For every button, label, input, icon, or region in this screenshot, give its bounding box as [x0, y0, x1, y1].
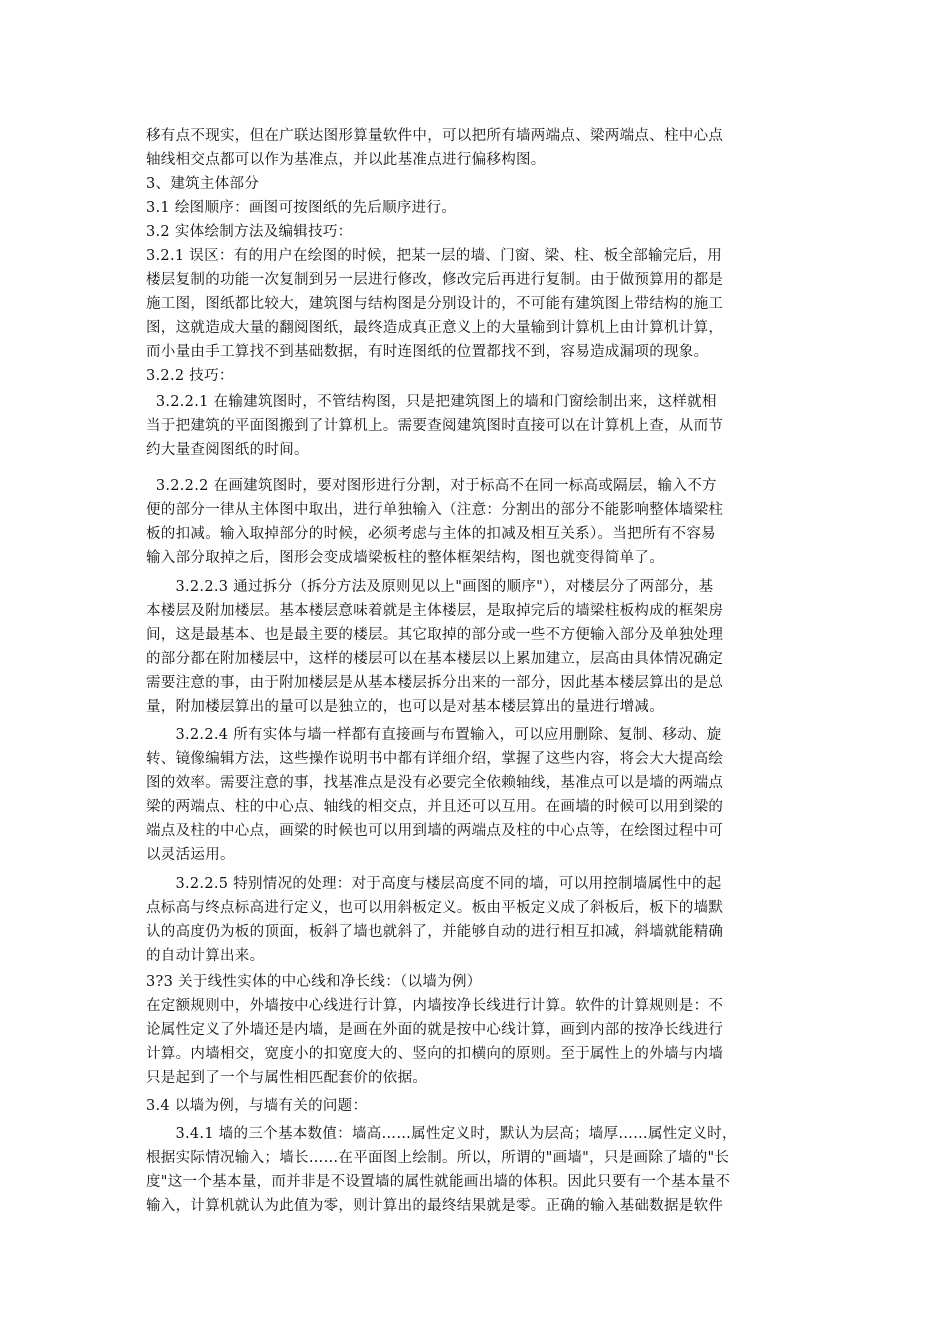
text-line: 3.2.1 误区：有的用户在绘图的时候，把某一层的墙、门窗、梁、柱、板全部输完后，用 [146, 248, 723, 264]
text-line: 施工图，图纸都比较大，建筑图与结构图是分别设计的，不可能有建筑图上带结构的施工 [146, 296, 724, 312]
text-line: 移有点不现实，但在广联达图形算量软件中，可以把所有墙两端点、梁两端点、柱中心点 [146, 128, 724, 144]
text-line: 图的效率。需要注意的事，找基准点是没有必要完全依赖轴线，基准点可以是墙的两端点 [146, 775, 724, 791]
subsection-heading: 3.2 实体绘制方法及编辑技巧： [146, 224, 353, 240]
text-line: 而小量由手工算找不到基础数据，有时连图纸的位置都找不到，容易造成漏项的现象。 [146, 344, 709, 360]
section-heading: 3、建筑主体部分 [146, 176, 260, 192]
text-line: 的自动计算出来。 [146, 948, 265, 964]
text-line: 本楼层及附加楼层。基本楼层意味着就是主体楼层，是取掉完后的墙梁柱板构成的框架房 [146, 603, 724, 619]
text-line: 输入，计算机就认为此值为零，则计算出的最终结果就是零。正确的输入基础数据是软件 [146, 1198, 724, 1214]
text-line: 输入部分取掉之后，图形会变成墙梁板柱的整体框架结构，图也就变得简单了。 [146, 550, 664, 566]
text-line: 3.4.1 墙的三个基本数值：墙高……属性定义时，默认为层高；墙厚……属性定义时， [146, 1126, 737, 1142]
text-line: 板的扣减。输入取掉部分的时候，必须考虑与主体的扣减及相互关系）。当把所有不容易 [146, 526, 716, 542]
subsection-heading: 3?3 关于线性实体的中心线和净长线：（以墙为例） [146, 974, 482, 990]
text-line: 计算。内墙相交，宽度小的扣宽度大的、竖向的扣横向的原则。至于属性上的外墙与内墙 [146, 1046, 724, 1062]
text-line: 约大量查阅图纸的时间。 [146, 442, 309, 458]
text-line: 需要注意的事，由于附加楼层是从基本楼层拆分出来的一部分，因此基本楼层算出的是总 [146, 675, 724, 691]
text-line: 梁的两端点、柱的中心点、轴线的相交点，并且还可以互用。在画墙的时候可以用到梁的 [146, 799, 724, 815]
text-line: 楼层复制的功能一次复制到另一层进行修改，修改完后再进行复制。由于做预算用的都是 [146, 272, 724, 288]
text-line: 论属性定义了外墙还是内墙，是画在外面的就是按中心线计算，画到内部的按净长线进行 [146, 1022, 724, 1038]
text-line: 间，这是最基本、也是最主要的楼层。其它取掉的部分或一些不方便输入部分及单独处理 [146, 627, 724, 643]
text-line: 在定额规则中，外墙按中心线进行计算，内墙按净长线进行计算。软件的计算规则是：不 [146, 998, 724, 1014]
text-line: 量，附加楼层算出的量可以是独立的，也可以是对基本楼层算出的量进行增减。 [146, 699, 664, 715]
text-line: 度"这一个基本量，而并非是不设置墙的属性就能画出墙的体积。因此只要有一个基本量不 [146, 1174, 731, 1190]
text-line: 图，这就造成大量的翻阅图纸，最终造成真正意义上的大量输到计算机上由计算机计算， [146, 320, 724, 336]
text-line: 3.2.2.1 在输建筑图时，不管结构图，只是把建筑图上的墙和门窗绘制出来，这样就相 [146, 394, 717, 410]
text-line: 3.2.2.5 特别情况的处理：对于高度与楼层高度不同的墙，可以用控制墙属性中的起 [146, 876, 722, 892]
text-line: 便的部分一律从主体图中取出，进行单独输入（注意：分割出的部分不能影响整体墙梁柱 [146, 502, 724, 518]
text-line: 轴线相交点都可以作为基准点，并以此基准点进行偏移构图。 [146, 152, 546, 168]
text-line: 3.2.2.4 所有实体与墙一样都有直接画与布置输入，可以应用删除、复制、移动、旋 [146, 727, 722, 743]
text-line: 根据实际情况输入；墙长……在平面图上绘制。所以，所谓的"画墙"，只是画除了墙的"长 [146, 1150, 730, 1166]
subsection-heading: 3.4 以墙为例，与墙有关的问题： [146, 1098, 368, 1114]
text-line: 认的高度仍为板的顶面，板斜了墙也就斜了，并能够自动的进行相互扣减，斜墙就能精确 [146, 924, 724, 940]
text-line: 3.2.2.3 通过拆分（拆分方法及原则见以上"画图的顺序"），对楼层分了两部分，基 [146, 579, 714, 595]
text-line: 端点及柱的中心点，画梁的时候也可以用到墙的两端点及柱的中心点等，在绘图过程中可 [146, 823, 724, 839]
text-line: 只是起到了一个与属性相匹配套价的依据。 [146, 1070, 428, 1086]
text-line: 转、镜像编辑方法，这些操作说明书中都有详细介绍，掌握了这些内容，将会大大提高绘 [146, 751, 724, 767]
text-line: 的部分都在附加楼层中，这样的楼层可以在基本楼层以上累加建立，层高由具体情况确定 [146, 651, 724, 667]
text-line: 当于把建筑的平面图搬到了计算机上。需要查阅建筑图时直接可以在计算机上查，从而节 [146, 418, 724, 434]
text-line: 以灵活运用。 [146, 847, 235, 863]
subsection-heading: 3.1 绘图顺序：画图可按图纸的先后顺序进行。 [146, 200, 457, 216]
text-line: 3.2.2.2 在画建筑图时，要对图形进行分割，对于标高不在同一标高或隔层，输入不方 [146, 478, 717, 494]
text-line: 点标高与终点标高进行定义，也可以用斜板定义。板由平板定义成了斜板后，板下的墙默 [146, 900, 724, 916]
subsection-heading: 3.2.2 技巧： [146, 368, 234, 384]
